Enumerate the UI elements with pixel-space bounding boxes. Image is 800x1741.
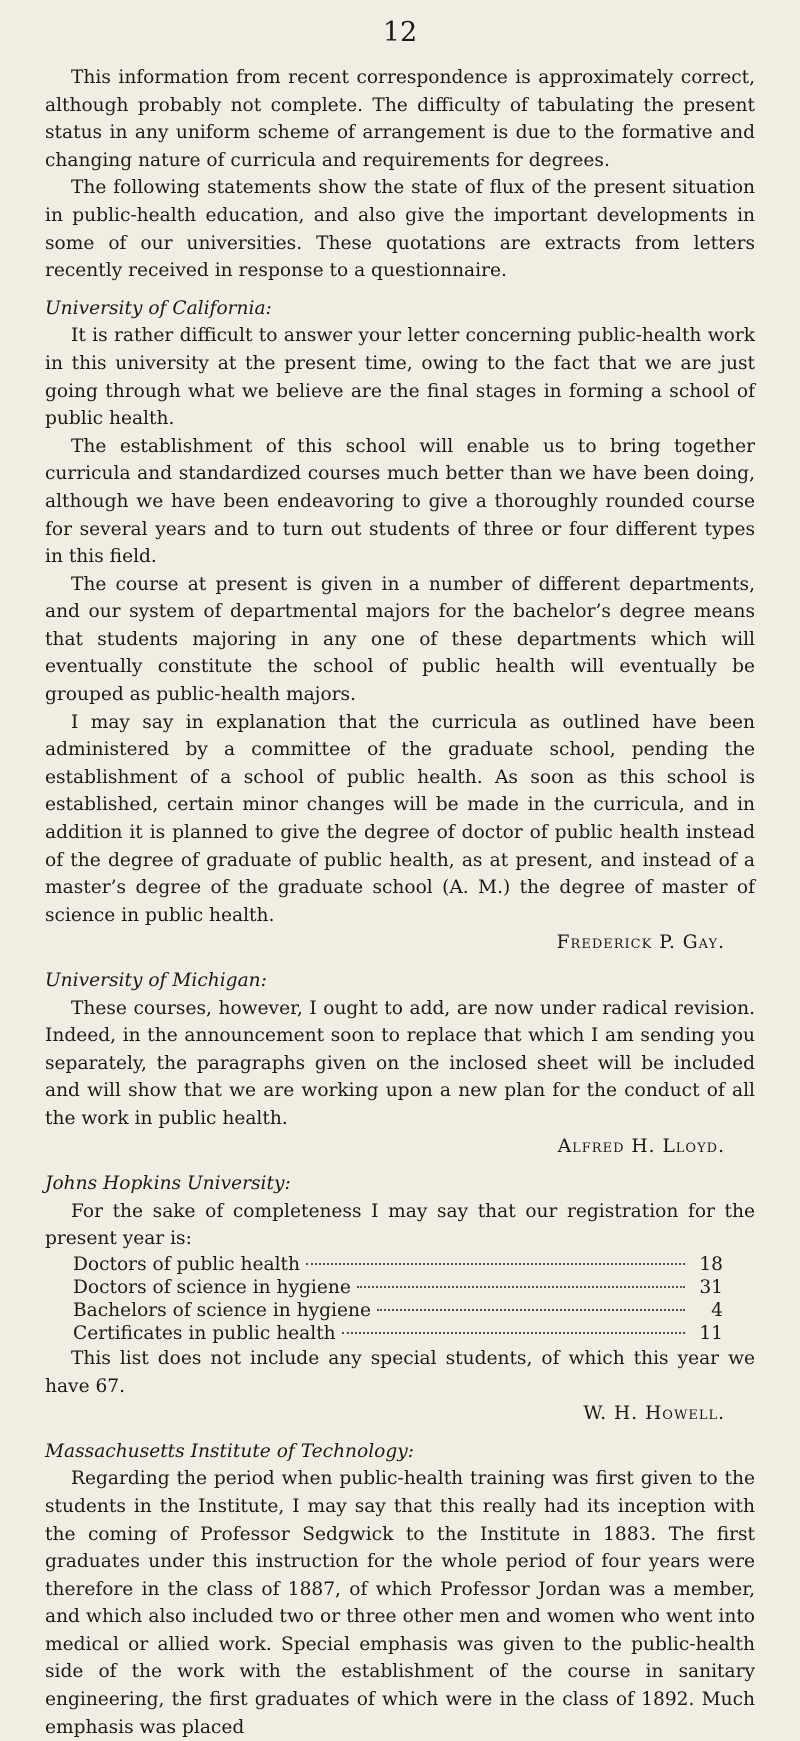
registration-value: 18 bbox=[699, 1253, 723, 1275]
table-row bbox=[73, 1276, 723, 1299]
michigan-signature: Alfred H. Lloyd. bbox=[557, 1135, 725, 1157]
hopkins-heading: Johns Hopkins University: bbox=[45, 1173, 291, 1195]
registration-label: Doctors of public health bbox=[73, 1253, 300, 1275]
dot-leader bbox=[357, 1286, 685, 1288]
table-row bbox=[73, 1299, 723, 1322]
california-paragraph-1: It is rather difficult to answer your letter concerning public-health work in this university at the present time, owing to the fact that we are just going through what we believe are the final stages in forming a school of public health. bbox=[45, 325, 755, 430]
table-row bbox=[73, 1253, 723, 1276]
intro-paragraph-1: This information from recent correspondence is approximately correct, although probably not complete. The difficulty of tabulating the present status in any uniform scheme of arrangement is due to the formative and changing nature of curricula and requirements for degrees. bbox=[45, 67, 755, 171]
registration-value: 31 bbox=[699, 1276, 723, 1298]
california-paragraph-4: I may say in explanation that the curricula as outlined have been administered by a committee of the graduate school, pending the establishment of a school of public health. As soon as this school is established, certain minor changes will be made in the curricula, and in addition it is planned to give the degree of doctor of public health instead of the degree of graduate of public health, as at present, and instead of a master’s degree of the graduate school (A. M.) the degree of master of science in public health. bbox=[45, 711, 755, 926]
dot-leader bbox=[306, 1263, 685, 1265]
registration-label: Bachelors of science in hygiene bbox=[73, 1299, 371, 1321]
michigan-paragraph-1: These courses, however, I ought to add, are now under radical revision. Indeed, in the announcement soon to replace that which I am sending you separately, the paragraphs given on the inclosed sheet will be included and will show that we are working upon a new plan for the conduct of all the work in public health. bbox=[45, 997, 755, 1129]
registration-value: 4 bbox=[711, 1299, 723, 1321]
california-paragraph-3: The course at present is given in a number of different departments, and our system of departmental majors for the bachelor’s degree means that students majoring in any one of these departments which will eventually constitute the school of public health will eventually be grouped as public-health majors. bbox=[45, 573, 755, 706]
intro-paragraph-2: The following statements show the state of flux of the present situation in public-health education, and also give the important developments in some of our universities. These quotations are extracts from letters recently received in response to a questionnaire. bbox=[45, 177, 755, 282]
dot-leader bbox=[342, 1332, 685, 1334]
dot-leader bbox=[377, 1309, 685, 1311]
mit-heading: Massachusetts Institute of Technology: bbox=[45, 1440, 415, 1462]
hopkins-signature: W. H. Howell. bbox=[583, 1403, 725, 1425]
table-row bbox=[73, 1322, 723, 1345]
california-signature: Frederick P. Gay. bbox=[556, 932, 725, 954]
registration-label: Certificates in public health bbox=[73, 1322, 336, 1344]
california-heading: University of California: bbox=[45, 297, 272, 319]
california-paragraph-2: The establishment of this school will enable us to bring together curricula and standardized courses much better than we have been doing, although we have been endeavoring to give a thoroughly rounded course for several years and to turn out students of three or four different types in this field. bbox=[45, 435, 755, 568]
hopkins-lead: For the sake of completeness I may say that our registration for the present year is: bbox=[45, 1200, 755, 1250]
page-number: 12 bbox=[382, 17, 418, 48]
michigan-heading: University of Michigan: bbox=[45, 970, 267, 991]
registration-table bbox=[73, 1253, 723, 1345]
registration-value: 11 bbox=[699, 1322, 723, 1344]
registration-label: Doctors of science in hygiene bbox=[73, 1276, 351, 1298]
mit-paragraph-1: Regarding the period when public-health training was first given to the students in the Institute, I may say that this really had its inception with the coming of Professor Sedgwick to the Institute in 1883. The first graduates under this instruction for the whole period of four years were therefore in the class of 1887, of which Professor Jordan was a member, and which also included two or three other men and women who went into medical or allied work. Special emphasis was given to the public-health side of the work with the establishment of the course in sanitary engineering, the first graduates of which were in the class of 1892. Much emphasis was placed bbox=[45, 1468, 755, 1738]
hopkins-note: This list does not include any special students, of which this year we have 67. bbox=[45, 1347, 755, 1397]
